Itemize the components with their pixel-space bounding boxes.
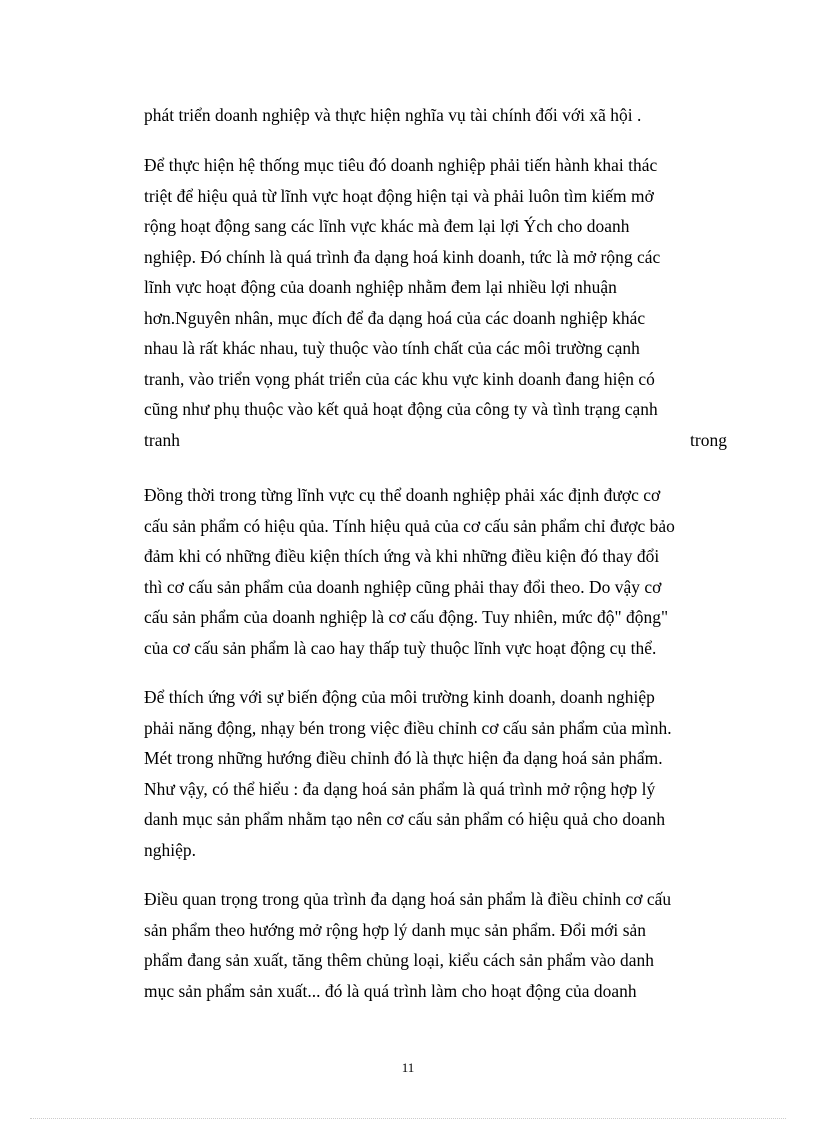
text-line: cấu sản phẩm có hiệu qủa. Tính hiệu quả của cơ cấu sản phẩm chỉ được bảo [144,515,675,536]
text-line: nghiệp. [144,839,197,860]
text-line: Điều quan trọng trong qủa trình đa dạng hoá sản phẩm là điều chỉnh cơ cấu [144,889,672,909]
page-number: 11 [401,1060,415,1075]
text-line: thì cơ cấu sản phẩm của doanh nghiệp cũng phải thay đổi theo. Do vậy cơ [144,576,662,597]
line-start-word: tranh [144,429,180,450]
text-line: nghiệp. Đó chính là quá trình đa dạng hoá kinh doanh, tức là mở rộng các [144,246,661,267]
paragraph-3 [144,480,727,663]
text-line: Để thực hiện hệ thống mục tiêu đó doanh nghiệp phải tiến hành khai thác [144,155,658,175]
text-line: cấu sản phẩm của doanh nghiệp là cơ cấu động. Tuy nhiên, mức độ" động" [144,607,669,627]
text-line: lĩnh vực hoạt động của doanh nghiệp nhằm đem lại nhiều lợi nhuận [144,277,617,297]
text-line: Mét trong những hướng điều chỉnh đó là thực hiện đa dạng hoá sản phẩm. [144,748,663,768]
text-line: danh mục sản phẩm nhằm tạo nên cơ cấu sản phẩm có hiệu quả cho doanh [144,809,666,829]
text-line-justified [144,425,727,456]
text-line: hơn.Nguyên nhân, mục đích để đa dạng hoá của các doanh nghiệp khác [144,307,646,328]
text-line: Để thích ứng với sự biến động của môi trường kinh doanh, doanh nghiệp [144,687,655,707]
text-line: nhau là rất khác nhau, tuỳ thuộc vào tính chất của các môi trường cạnh [144,338,640,358]
paragraph-2 [144,150,727,455]
text-line: mục sản phẩm sản xuất... đó là quá trình làm cho hoạt động của doanh [144,980,637,1001]
text-line: phải năng động, nhạy bén trong việc điều chỉnh cơ cấu sản phẩm của mình. [144,717,672,738]
text-line: tranh, vào triển vọng phát triển của các khu vực kinh doanh đang hiện có [144,368,655,389]
paragraph-4 [144,682,727,865]
paragraph-1 [144,100,727,131]
text-line: cũng như phụ thuộc vào kết quả hoạt động của công ty và tình trạng cạnh [144,399,658,419]
text-line: phẩm đang sản xuất, tăng thêm chủng loại, kiểu cách sản phẩm vào danh [144,950,655,970]
text-line: Như vậy, có thể hiểu : đa dạng hoá sản phẩm là quá trình mở rộng hợp lý [144,778,656,799]
paragraph-5 [144,884,727,1006]
text-line: Đồng thời trong từng lĩnh vực cụ thể doanh nghiệp phải xác định được cơ [144,485,661,505]
text-line: đảm khi có những điều kiện thích ứng và khi những điều kiện đó thay đổi [144,546,660,566]
text-line: sản phẩm theo hướng mở rộng hợp lý danh mục sản phẩm. Đổi mới sản [144,919,647,940]
text-line: triệt để hiệu quả từ lĩnh vực hoạt động hiện tại và phải luôn tìm kiếm mở [144,185,654,206]
line-end-word: trong [690,429,727,450]
text-line: phát triển doanh nghiệp và thực hiện nghĩa vụ tài chính đối với xã hội . [144,105,642,125]
text-line: rộng hoạt động sang các lĩnh vực khác mà đem lại lợi Ých cho doanh [144,216,630,236]
page-bottom-divider [30,1118,786,1119]
text-line: của cơ cấu sản phẩm là cao hay thấp tuỳ thuộc lĩnh vực hoạt động cụ thể. [144,637,657,658]
